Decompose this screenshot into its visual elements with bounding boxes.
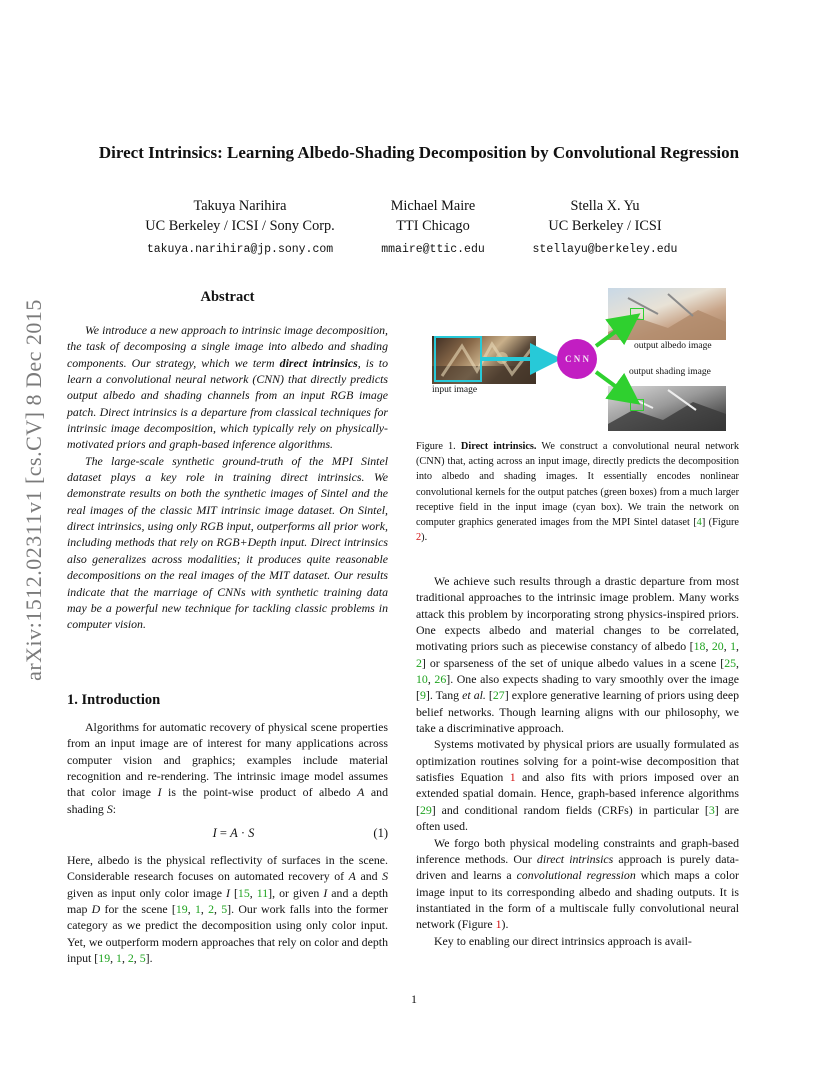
figure-ref-link[interactable]: 2 bbox=[416, 532, 422, 544]
author-email[interactable]: mmaire@ttic.edu bbox=[381, 243, 485, 256]
abstract-heading: Abstract bbox=[200, 289, 255, 305]
intro-paragraph-1: Algorithms for automatic recovery of physical scene properties from an input image are of interest for many applications across computer vision and graphics; examples include material recognition and re-rendering. The intrinsic image model assumes that color image I is the point-wise product of albedo A and shading S: bbox=[67, 720, 389, 816]
author-email[interactable]: stellayu@berkeley.edu bbox=[532, 243, 678, 256]
author-name: Takuya Narihira bbox=[193, 198, 287, 214]
arxiv-stamp-text: arXiv:1512.02311v1 [cs.CV] 8 Dec 2015 bbox=[21, 299, 46, 681]
citation-link[interactable]: 2 bbox=[208, 902, 215, 917]
figure-1-caption: Figure 1. Direct intrinsics. We construct a convolutional neural network (CNN) that, acting across an input image, directly predicts the decomposition into albedo and shading images. It essentially encodes nonlinear convolutional kernels for the output patches (green boxes) from a much larger receptive field in the input image (cyan box). We train the network on computer graphics generated images from the MPI Sintel dataset [4] (Figure 2). bbox=[416, 441, 739, 544]
equation-number: (1) bbox=[373, 826, 388, 840]
author-3 bbox=[515, 196, 695, 260]
author-1 bbox=[110, 196, 370, 260]
abstract-paragraph-1: We introduce a new approach to intrinsic image decomposition, the task of decomposing a single image into albedo and shading components. Our strategy, which we term direct intrinsics, is to learn a convolutional neural network (CNN) that directly predicts output albedo and shading channels from an input RGB image patch. Direct intrinsics is a departure from classical techniques for intrinsic image decomposition, which typically rely on physically-motivated priors and graph-based inference algorithms. bbox=[67, 323, 388, 452]
page-number: 1 bbox=[411, 992, 417, 1006]
arxiv-stamp bbox=[12, 290, 56, 690]
right-paragraph-1: We achieve such results through a drastic departure from most traditional approaches to the intrinsic image problem. Many works attack this problem by incorporating strong physics-inspired priors. One expects albedo and material changes to be correlated, motivating priors such as piecewise constancy of albedo [18, 20, 1, 2] or sparseness of the set of unique albedo values in a scene [25, 10, 26]. One also expects shading to vary smoothly over the image [9]. Tang et al. [27] explore generative learning of priors using deep belief networks. Though learning aligns with our philosophy, we take a discriminative approach. bbox=[416, 574, 740, 736]
citation-link[interactable]: 18 bbox=[693, 639, 706, 654]
citation-link[interactable]: 29 bbox=[419, 802, 432, 817]
equation-body: I = A · S bbox=[212, 826, 255, 840]
abstract-term: direct intrinsics bbox=[279, 355, 358, 370]
citation-link[interactable]: 27 bbox=[492, 688, 505, 703]
citation-link[interactable]: 11 bbox=[256, 885, 269, 900]
equation-1 bbox=[67, 826, 388, 844]
citation-link[interactable]: 26 bbox=[434, 672, 447, 687]
citation-link[interactable]: 20 bbox=[711, 639, 724, 654]
citation-link[interactable]: 1 bbox=[116, 951, 122, 966]
citation-link[interactable]: 1 bbox=[730, 639, 737, 654]
author-2 bbox=[353, 196, 513, 260]
figure-ref-link[interactable]: 1 bbox=[495, 917, 502, 932]
citation-link[interactable]: 1 bbox=[194, 902, 201, 917]
citation-link[interactable]: 15 bbox=[237, 885, 250, 900]
right-paragraph-4: Key to enabling our direct intrinsics approach is avail- bbox=[434, 933, 692, 948]
citation-link[interactable]: 3 bbox=[708, 802, 715, 817]
paper-title: Direct Intrinsics: Learning Albedo-Shading Decomposition by Convolutional Regression bbox=[98, 143, 740, 162]
figure-1 bbox=[416, 286, 748, 431]
citation-link[interactable]: 2 bbox=[416, 655, 422, 670]
intro-paragraph-2: Here, albedo is the physical reflectivity of surfaces in the scene. Considerable research focuses on automated recovery of A and S given as input only color image I [15, 11], or given I and a depth map D for the scene [19, 1, 2, 5]. Our work falls into the former category as we predict the decomposition using only color input. Yet, we outperform modern approaches that rely on color and depth input [19, 1, 2, 5]. bbox=[67, 853, 389, 966]
equation-ref-link[interactable]: 1 bbox=[509, 770, 516, 785]
intro-heading: 1. Introduction bbox=[67, 692, 161, 708]
right-paragraph-3: We forgo both physical modeling constraints and graph-based inference methods. Our direct intrinsics approach is purely data-driven and learns a convolutional regression which maps a color image input to its corresponding albedo and shading outputs. It is instantiated in the form of a multiscale fully convolutional neural network (Figure 1). bbox=[416, 835, 739, 932]
input-image-label: input image bbox=[432, 385, 478, 395]
right-column-body bbox=[416, 573, 739, 949]
author-affiliation: UC Berkeley / ICSI bbox=[548, 218, 662, 234]
author-email[interactable]: takuya.narihira@jp.sony.com bbox=[146, 243, 334, 256]
citation-link[interactable]: 9 bbox=[419, 688, 426, 703]
cnn-node bbox=[557, 339, 597, 379]
citation-link[interactable]: 19 bbox=[98, 951, 111, 966]
cnn-label: C N N bbox=[565, 354, 589, 364]
shading-image-label: output shading image bbox=[629, 367, 711, 377]
citation-link[interactable]: 10 bbox=[416, 672, 428, 687]
citation-link[interactable]: 4 bbox=[696, 517, 702, 529]
author-name: Stella X. Yu bbox=[570, 198, 640, 214]
citation-link[interactable]: 2 bbox=[127, 951, 134, 966]
author-affiliation: UC Berkeley / ICSI / Sony Corp. bbox=[145, 218, 335, 234]
abstract-body bbox=[67, 322, 388, 633]
abstract-paragraph-2: The large-scale synthetic ground-truth of the MPI Sintel dataset plays a key role in training direct intrinsics. We demonstrate results on both the synthetic images of Sintel and the real images of the classic MIT intrinsic image dataset. On Sintel, direct intrinsics, using only RGB input, outperforms all prior work, including methods that rely on RGB+Depth input. Direct intrinsics also generalizes across modalities; it produces quite reasonable decompositions on the real images of the MIT dataset. Our results indicate that the marriage of CNNs with synthetic training data may be a powerful new technique for tackling classic problems in computer vision. bbox=[67, 453, 388, 632]
author-name: Michael Maire bbox=[390, 198, 476, 214]
author-affiliation: TTI Chicago bbox=[396, 218, 470, 234]
citation-link[interactable]: 5 bbox=[139, 951, 146, 966]
right-paragraph-2: Systems motivated by physical priors are usually formulated as optimization routines solving for a point-wise decomposition that satisfies Equation 1 and also fits with priors imposed over an extended spatial domain. Hence, graph-based inference algorithms [29] and conditional random fields (CRFs) in particular [3] are often used. bbox=[416, 737, 740, 834]
citation-link[interactable]: 19 bbox=[175, 902, 188, 917]
albedo-image-label: output albedo image bbox=[634, 341, 712, 351]
citation-link[interactable]: 5 bbox=[221, 902, 228, 917]
citation-link[interactable]: 25 bbox=[724, 655, 737, 670]
caption-bold: Direct intrinsics. bbox=[460, 441, 537, 452]
